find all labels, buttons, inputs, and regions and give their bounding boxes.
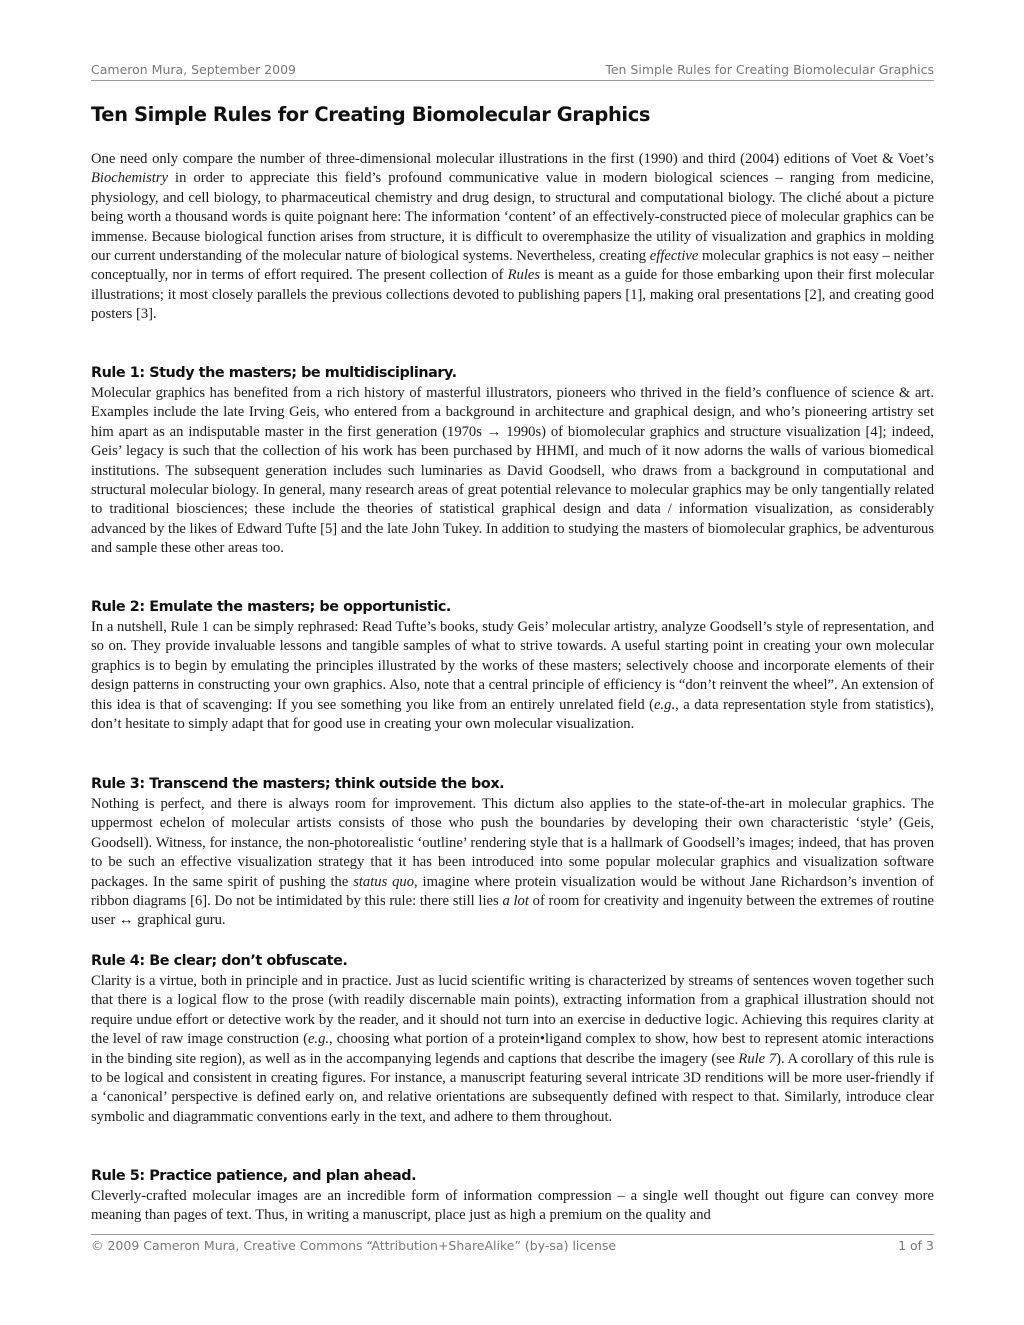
rule-1-body: Molecular graphics has benefited from a rich history of masterful illustrators, pioneers who thrived in the field’s confluence of science & art. Examples include the late Irving Geis, who entered from a background in architecture and graphical design, and who’s pioneering artistry set him apart as an indisputable master in the first generation (1970s → 1990s) of biomolecular graphics and structure visualization [4]; indeed, Geis’ legacy is such that the collection of his work has been purchased by HHMI, and much of it now adorns the walls of various biomedical institutions. The subsequent generation includes such luminaries as David Goodsell, who draws from a background in computational and structural molecular biology. In general, many research areas of great potential relevance to molecular graphics may be only tangentially related to traditional biosciences; these include the theories of statistical graphical design and data / information visualization, as considerably advanced by the likes of Edward Tufte [5] and the late John Tukey. In addition to studying the masters of biomolecular graphics, be adventurous and sample these other areas too. — [91, 385, 934, 557]
rule-2-body: In a nutshell, Rule 1 can be simply rephrased: Read Tufte’s books, study Geis’ molecular artistry, analyze Goodsell’s style of representation, and so on. They provide invaluable lessons and tangible samples of what to strive towards. A useful starting point in creating your own molecular graphics is to begin by emulating the principles illustrated by the works of these masters; selectively choose and incorporate elements of their design patterns in constructing your own graphics. Also, note that a central principle of efficiency is “don’t reinvent the wheel”. An extension of this idea is that of scavenging: If you see something you like from an entirely unrelated field (e.g., a data representation style from statistics), don’t hesitate to simply adapt that for good use in creating your own molecular visualization. — [91, 619, 934, 733]
intro-paragraph: One need only compare the number of three-dimensional molecular illustrations in the first (1990) and third (2004) editions of Voet & Voet’s Biochemistry in order to appreciate this field’s profound communicative value in modern biological sciences – ranging from medicine, physiology, and cell biology, to pharmaceutical chemistry and drug design, to structural and computational biology. The cliché about a picture being worth a thousand words is quite poignant here: The information ‘content’ of an effectively-constructed piece of molecular graphics can be immense. Because biological function arises from structure, it is difficult to overemphasize the utility of visualization and graphics in molding our current understanding of the molecular nature of biological systems. Nevertheless, creating effective molecular graphics is not easy – neither conceptually, nor in terms of effort required. The present collection of Rules is meant as a guide for those embarking upon their first molecular illustrations; it most closely parallels the previous collections devoted to publishing papers [1], making oral presentations [2], and creating good posters [3]. — [91, 151, 934, 323]
running-footer — [91, 1234, 934, 1255]
rule-4-heading: Rule 4: Be clear; don’t obfuscate. — [91, 953, 348, 969]
footer-license: © 2009 Cameron Mura, Creative Commons “Attribution+ShareAlike” (by-sa) license — [91, 1238, 617, 1253]
rule-4-body: Clarity is a virtue, both in principle and in practice. Just as lucid scientific writing is characterized by streams of sentences woven together such that there is a logical flow to the prose (with readily discernable main points), extracting information from a graphical illustration should not require undue effort or detective work by the reader, and it should not turn into an exercise in deductive logic. Achieving this requires clarity at the level of raw image construction (e.g., choosing what portion of a protein•ligand complex to show, how best to represent atomic interactions in the binding site region), as well as in the accompanying legends and captions that describe the imagery (see Rule 7). A corollary of this rule is to be logical and consistent in creating figures. For instance, a manuscript featuring several intricate 3D renditions will be more user-friendly if a ‘canonical’ perspective is defined early on, and relative orientations are subsequently defined with respect to that. Similarly, introduce clear symbolic and diagrammatic conventions early in the text, and adhere to them throughout. — [91, 973, 934, 1125]
rule-3-body: Nothing is perfect, and there is always room for improvement. This dictum also applies to the state-of-the-art in molecular graphics. The uppermost echelon of molecular artists consists of those who push the boundaries by developing their own characteristic ‘style’ (Geis, Goodsell). Witness, for instance, the non-photorealistic ‘outline’ rendering style that is a hallmark of Goodsell’s images; indeed, that has proven to be such an effective visualization strategy that it has been introduced into some popular molecular graphics and visualization software packages. In the same spirit of pushing the status quo, imagine where protein visualization would be without Jane Richardson’s invention of ribbon diagrams [6]. Do not be intimidated by this rule: there still lies a lot of room for creativity and ingenuity between the extremes of routine user ↔ graphical guru. — [91, 796, 935, 929]
rule-2-heading: Rule 2: Emulate the masters; be opportunistic. — [91, 599, 451, 615]
footer-page-number: 1 of 3 — [898, 1238, 934, 1253]
document-page — [91, 0, 934, 1325]
rule-3-heading: Rule 3: Transcend the masters; think outside the box. — [91, 776, 505, 792]
page-title: Ten Simple Rules for Creating Biomolecular Graphics — [91, 103, 651, 126]
header-running-title: Ten Simple Rules for Creating Biomolecular Graphics — [605, 62, 934, 77]
rule-1-heading: Rule 1: Study the masters; be multidisciplinary. — [91, 365, 457, 381]
running-header — [91, 61, 934, 81]
rule-5-body: Cleverly-crafted molecular images are an incredible form of information compression – a single well thought out figure can convey more meaning than pages of text. Thus, in writing a manuscript, place just as high a premium on the quality and — [91, 1188, 934, 1224]
header-author-date: Cameron Mura, September 2009 — [91, 62, 296, 77]
rule-5-heading: Rule 5: Practice patience, and plan ahead. — [91, 1168, 417, 1184]
